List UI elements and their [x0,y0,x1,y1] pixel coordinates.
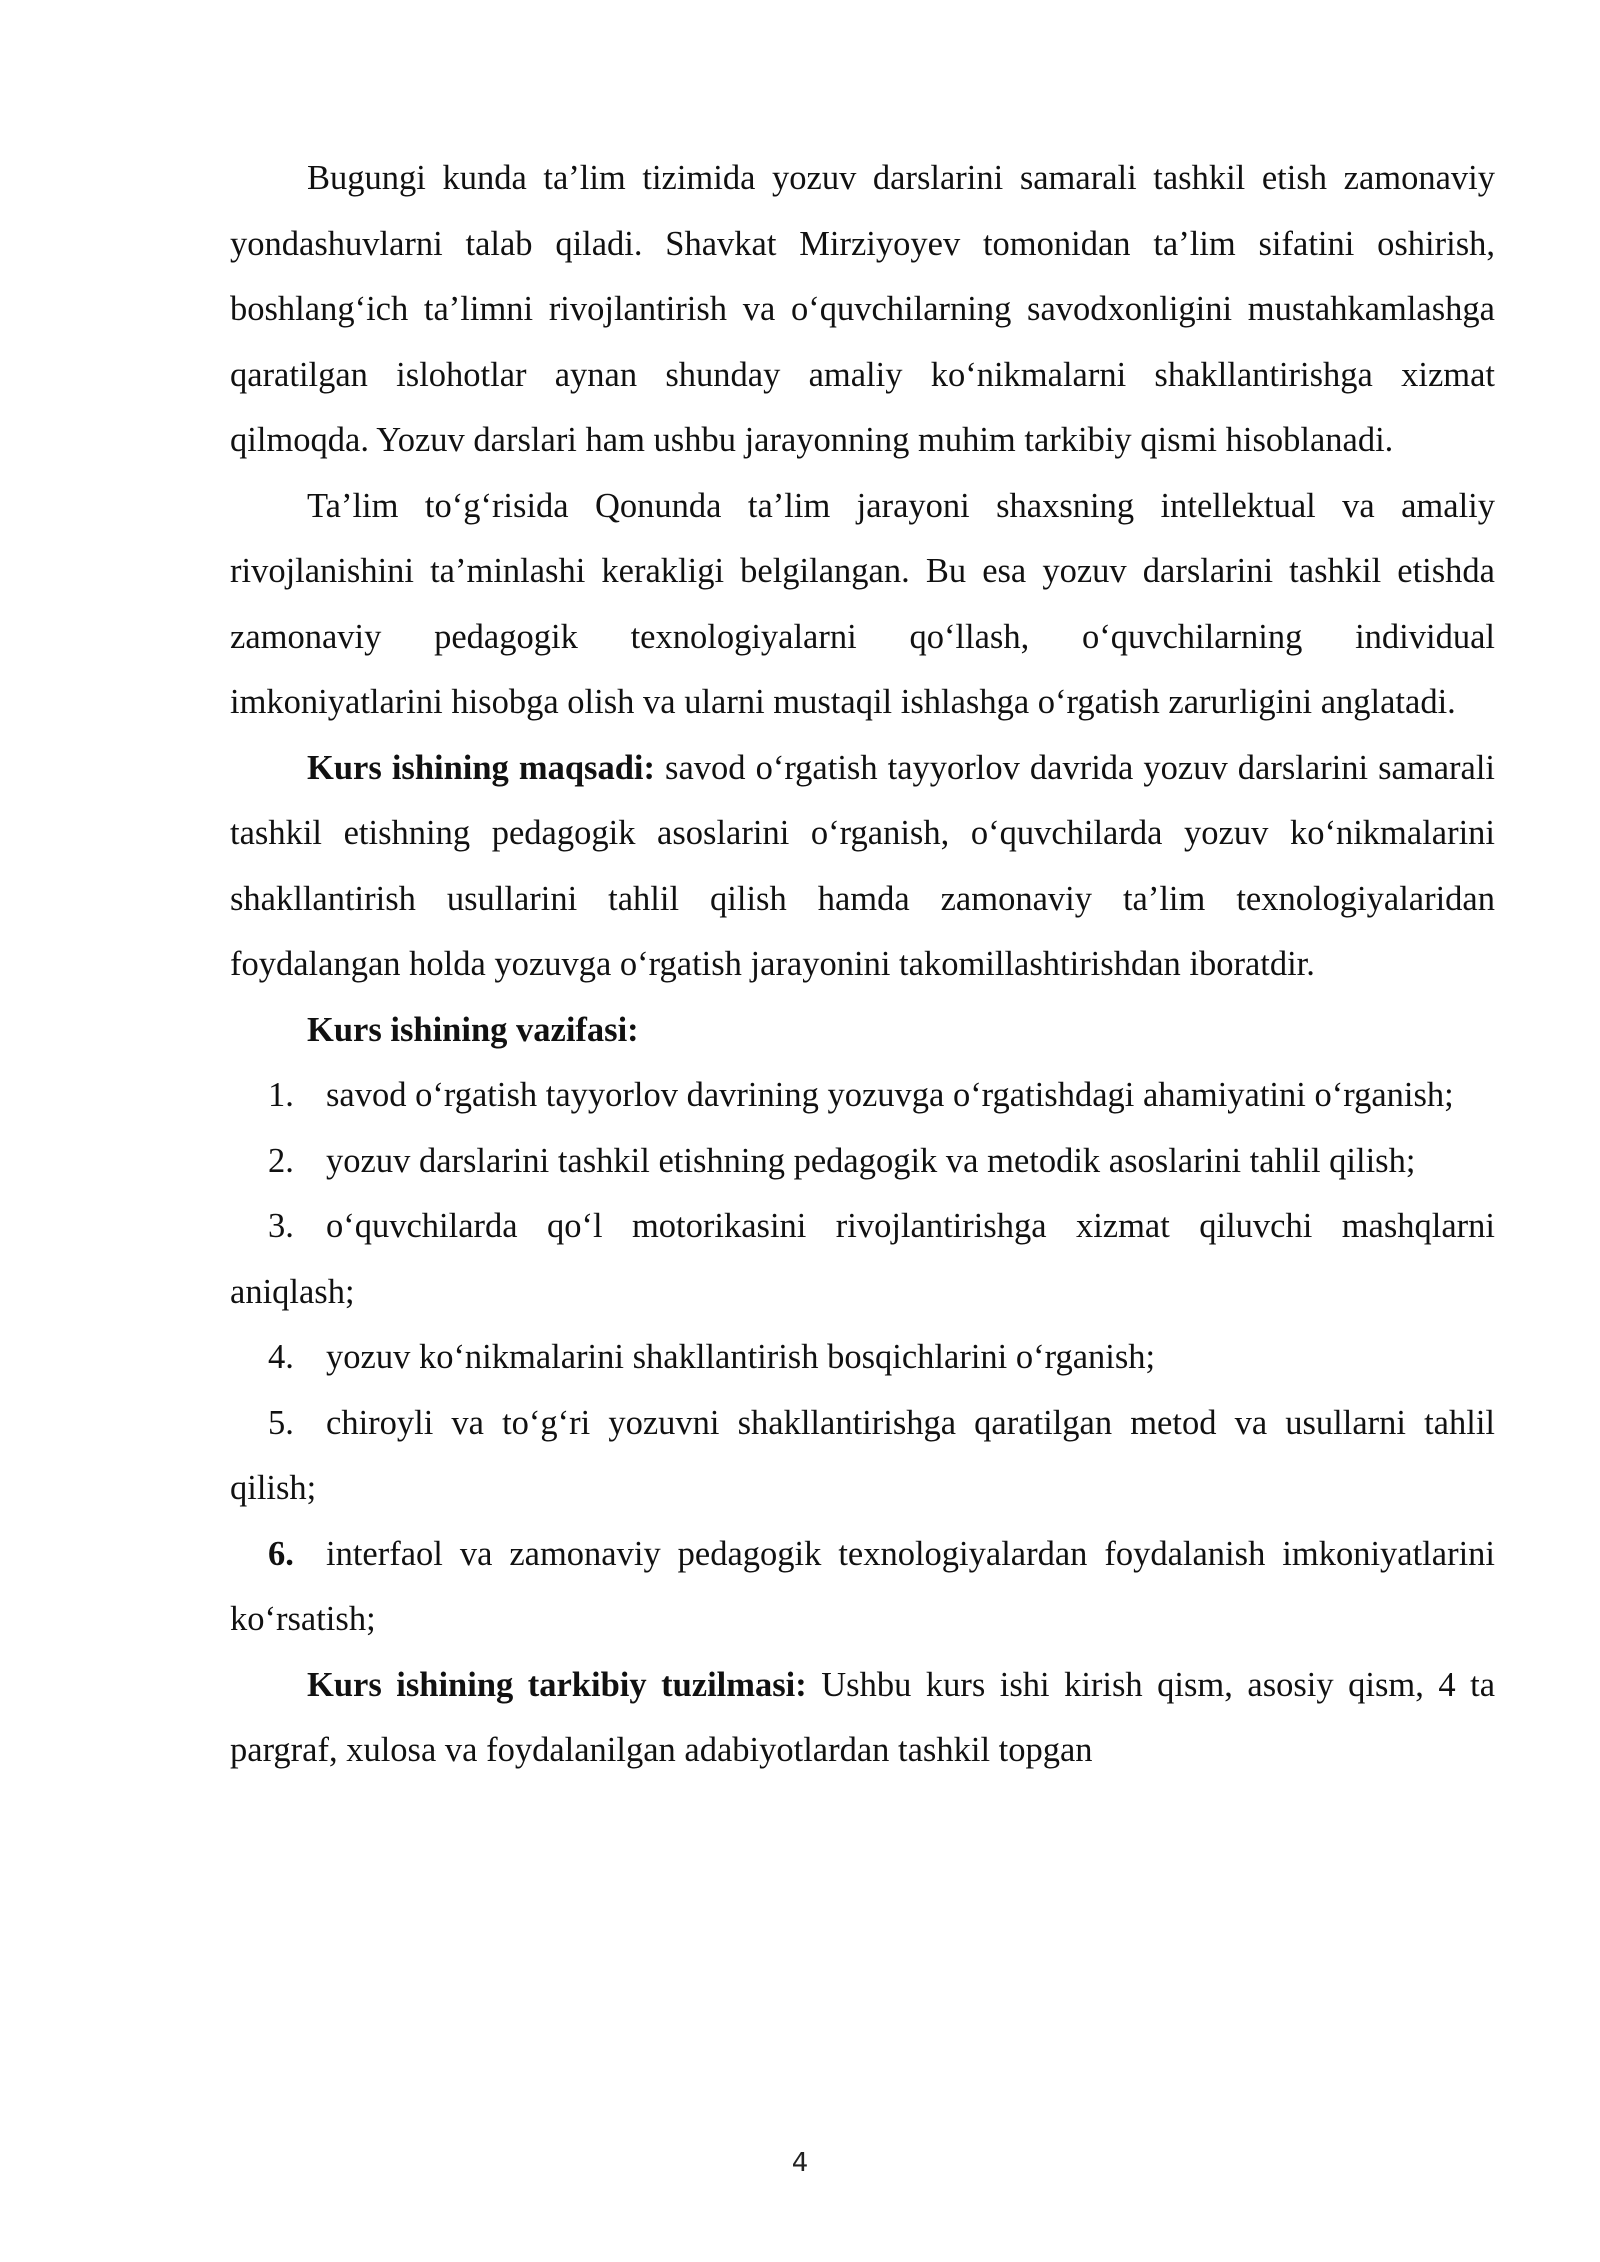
list-item-number: 4. [268,1338,294,1376]
list-item [230,1063,1495,1129]
list-item-text: savod o‘rgatish tayyorlov davrining yozuvga o‘rgatishdagi ahamiyatini o‘rganish; [326,1076,1454,1114]
intro-paragraph-1: Bugungi kunda ta’lim tizimida yozuv darslarini samarali tashkil etish zamonaviy yondashuvlarni talab qiladi. Shavkat Mirziyoyev tomonidan ta’lim sifatini oshirish, boshlang‘ich ta’limni rivojlantirish va o‘quvchilarning savodxonligini mustahkamlashga qaratilgan islohotlar aynan shunday amaliy ko‘nikmalarni shakllantirishga xizmat qilmoqda. Yozuv darslari ham ushbu jarayonning muhim tarkibiy qismi hisoblanadi. [230,159,1495,459]
structure-paragraph [230,1653,1495,1784]
list-item-number: 3. [268,1207,294,1245]
page-number: 4 [791,2148,809,2178]
goal-label: Kurs ishining maqsadi: [307,748,655,787]
list-item [230,1325,1495,1391]
list-item-number: 1. [268,1076,294,1114]
list-item-number: 6. [268,1534,294,1573]
goal-text: savod o‘rgatish tayyorlov davrida yozuv darslarini samarali tashkil etishning pedagogik asoslarini o‘rganish, o‘quvchilarda yozuv ko‘nikmalarini shakllantirish usullarini tahlil qilish hamda zamonaviy ta’lim texnologiyalaridan foydalangan holda yozuvga o‘rgatish jarayonini takomillashtirishdan iboratdir. [230,748,1495,983]
list-item [230,1522,1495,1653]
intro-paragraph-2: Ta’lim to‘g‘risida Qonunda ta’lim jarayoni shaxsning intellektual va amaliy rivojlanishini ta’minlashi kerakligi belgilangan. Bu esa yozuv darslarini tashkil etishda zamonaviy pedagogik texnologiyalarni qo‘llash, o‘quvchilarning individual imkoniyatlarini hisobga olish va ularni mustaqil ishlashga o‘rgatish zarurligini anglatadi. [230,486,1495,721]
structure-label: Kurs ishining tarkibiy tuzilmasi: [307,1665,807,1704]
list-item [230,1391,1495,1522]
tasks-heading: Kurs ishining vazifasi: [307,1010,639,1049]
list-item-text: o‘quvchilarda qo‘l motorikasini rivojlantirishga xizmat qiluvchi mashqlarni aniqlash; [230,1207,1495,1311]
structure-text: Ushbu kurs ishi kirish qism, asosiy qism, 4 ta pargraf, xulosa va foydalanilgan adabiyotlardan tashkil topgan [230,1665,1496,1769]
list-item-text: yozuv ko‘nikmalarini shakllantirish bosqichlarini o‘rganish; [326,1338,1156,1376]
list-item-text: chiroyli va to‘g‘ri yozuvni shakllantirishga qaratilgan metod va usullarni tahlil qilish; [230,1403,1495,1507]
list-item-text: yozuv darslarini tashkil etishning pedagogik va metodik asoslarini tahlil qilish; [326,1141,1416,1180]
list-item [230,1194,1495,1325]
list-item-number: 2. [268,1141,294,1180]
list-item-number: 5. [268,1403,294,1442]
list-item-text: interfaol va zamonaviy pedagogik texnologiyalardan foydalanish imkoniyatlarini ko‘rsatish; [230,1534,1495,1638]
list-item [230,1129,1495,1195]
tasks-list [230,1063,1495,1653]
document-page [230,146,1495,1784]
goal-paragraph [230,736,1495,998]
